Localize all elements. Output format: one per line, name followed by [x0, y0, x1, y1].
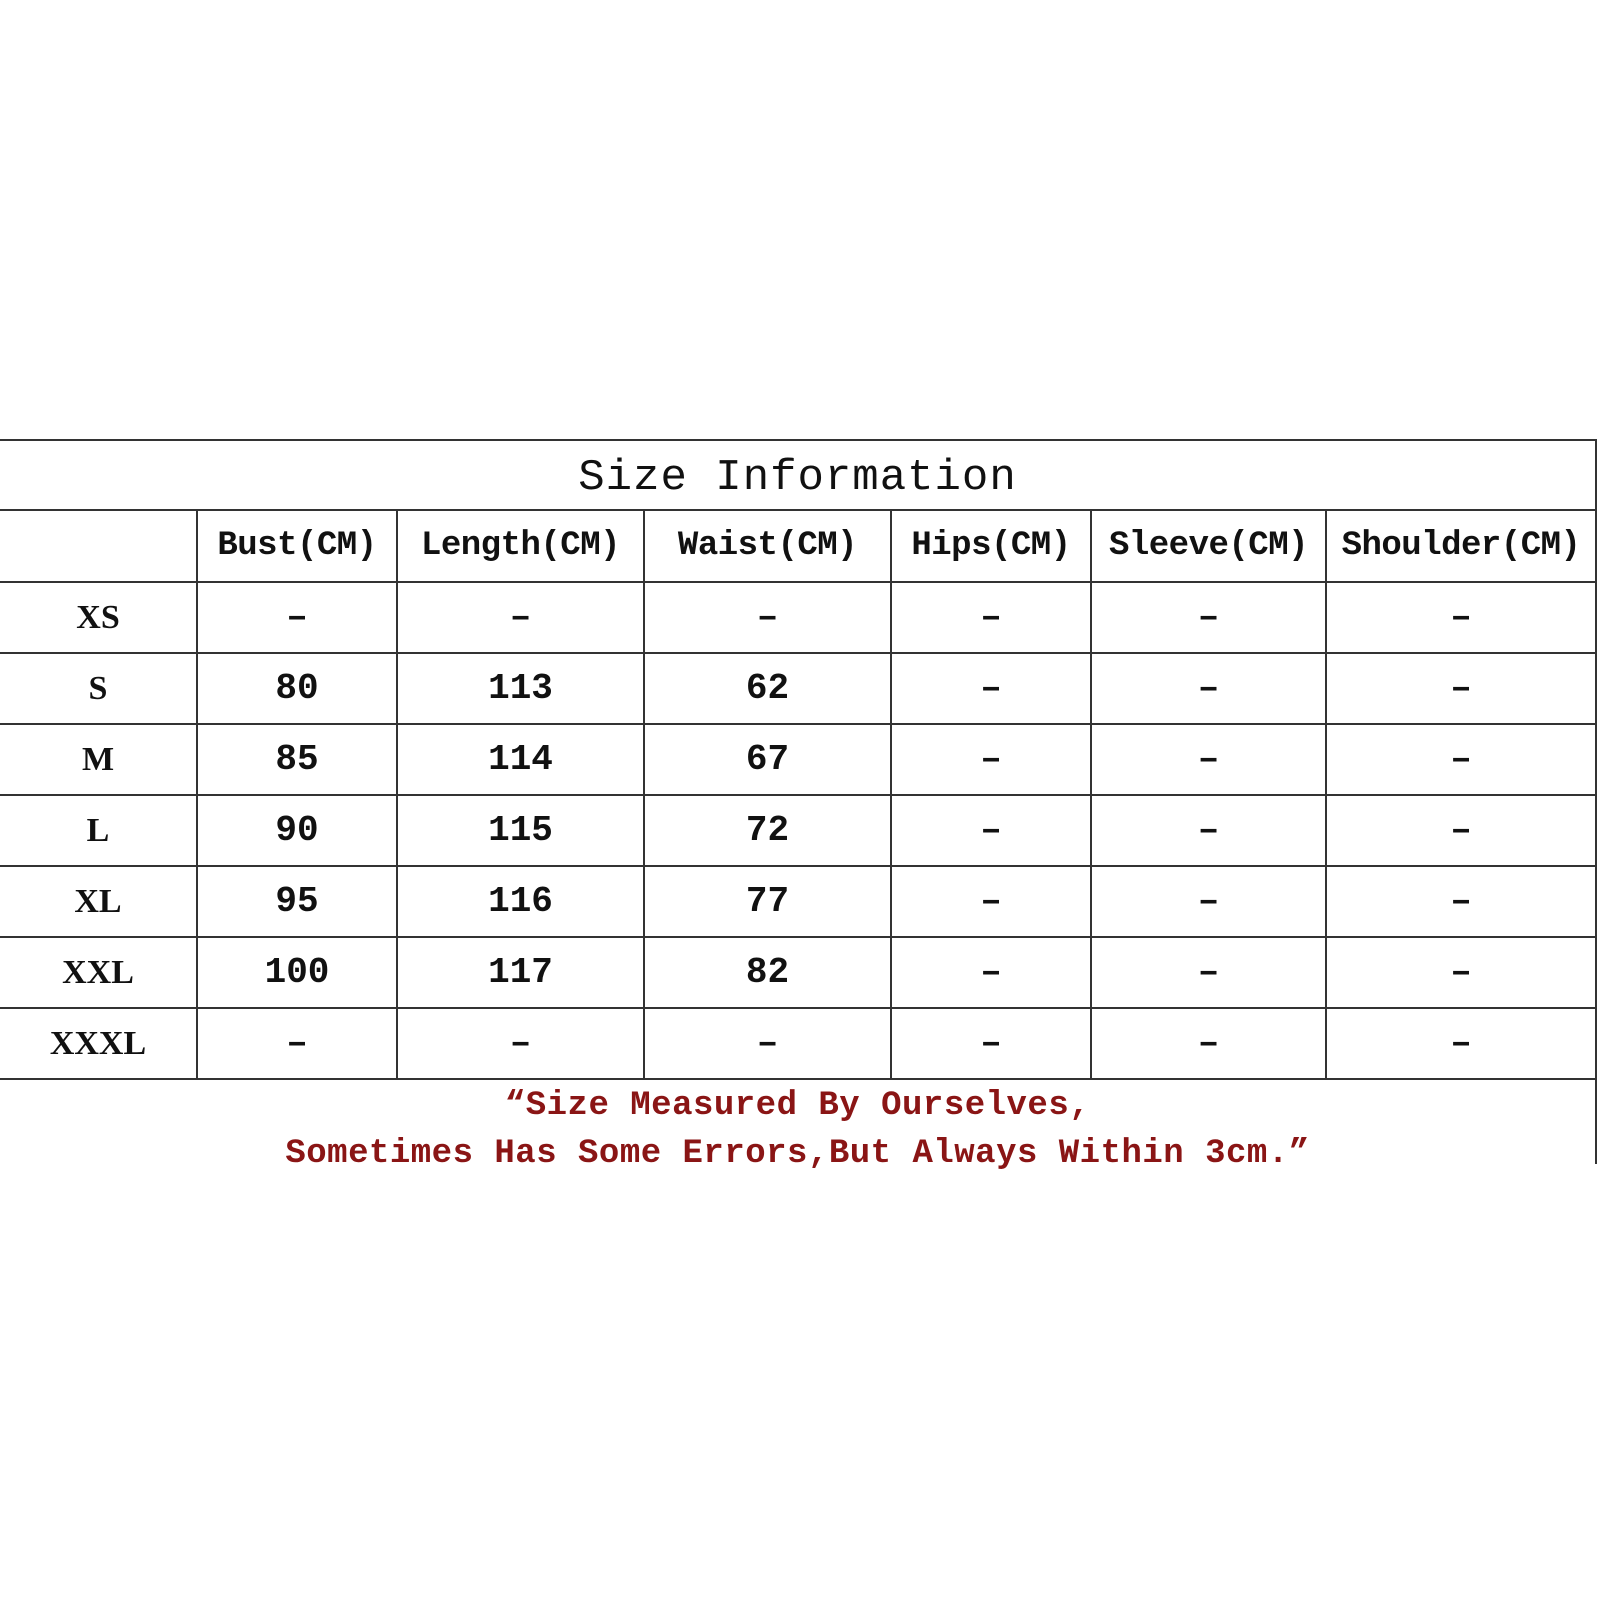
bust-cell: –	[197, 1008, 397, 1079]
size-label: L	[0, 795, 197, 866]
table-row	[0, 795, 1595, 866]
note-line-2: Sometimes Has Some Errors,But Always Within 3cm.”	[285, 1135, 1310, 1173]
table-row	[0, 724, 1595, 795]
hips-cell: –	[891, 582, 1091, 653]
sleeve-cell: –	[1091, 582, 1326, 653]
hips-cell: –	[891, 653, 1091, 724]
table-row	[0, 653, 1595, 724]
table-row	[0, 937, 1595, 1008]
size-label: XL	[0, 866, 197, 937]
column-header-waist: Waist(CM)	[644, 511, 891, 582]
length-cell: 113	[397, 653, 644, 724]
bust-cell: 85	[197, 724, 397, 795]
size-chart	[0, 439, 1597, 1173]
bust-cell: –	[197, 582, 397, 653]
shoulder-cell: –	[1326, 724, 1595, 795]
length-cell: 115	[397, 795, 644, 866]
size-label: XXXL	[0, 1008, 197, 1079]
length-cell: –	[397, 582, 644, 653]
note-line-1: “Size Measured By Ourselves,	[504, 1087, 1091, 1125]
length-cell: 117	[397, 937, 644, 1008]
column-header-shoulder: Shoulder(CM)	[1326, 511, 1595, 582]
waist-cell: 82	[644, 937, 891, 1008]
sleeve-cell: –	[1091, 795, 1326, 866]
shoulder-cell: –	[1326, 1008, 1595, 1079]
shoulder-cell: –	[1326, 795, 1595, 866]
size-label: XXL	[0, 937, 197, 1008]
table-row	[0, 1008, 1595, 1079]
chart-title: Size Information	[0, 441, 1595, 511]
column-header-length: Length(CM)	[397, 511, 644, 582]
header-row	[0, 511, 1595, 582]
column-header-sleeve: Sleeve(CM)	[1091, 511, 1326, 582]
shoulder-cell: –	[1326, 866, 1595, 937]
shoulder-cell: –	[1326, 937, 1595, 1008]
shoulder-cell: –	[1326, 653, 1595, 724]
sleeve-cell: –	[1091, 724, 1326, 795]
length-cell: 114	[397, 724, 644, 795]
bust-cell: 80	[197, 653, 397, 724]
size-label: XS	[0, 582, 197, 653]
size-label: S	[0, 653, 197, 724]
bust-cell: 100	[197, 937, 397, 1008]
bust-cell: 90	[197, 795, 397, 866]
hips-cell: –	[891, 937, 1091, 1008]
measurement-note	[0, 1080, 1595, 1178]
column-header-bust: Bust(CM)	[197, 511, 397, 582]
column-header-size	[0, 511, 197, 582]
length-cell: 116	[397, 866, 644, 937]
size-label: M	[0, 724, 197, 795]
length-cell: –	[397, 1008, 644, 1079]
shoulder-cell: –	[1326, 582, 1595, 653]
sleeve-cell: –	[1091, 866, 1326, 937]
waist-cell: 77	[644, 866, 891, 937]
waist-cell: 62	[644, 653, 891, 724]
table-row	[0, 866, 1595, 937]
waist-cell: 67	[644, 724, 891, 795]
table-row	[0, 582, 1595, 653]
waist-cell: 72	[644, 795, 891, 866]
hips-cell: –	[891, 866, 1091, 937]
sleeve-cell: –	[1091, 1008, 1326, 1079]
hips-cell: –	[891, 724, 1091, 795]
waist-cell: –	[644, 1008, 891, 1079]
bust-cell: 95	[197, 866, 397, 937]
column-header-hips: Hips(CM)	[891, 511, 1091, 582]
sleeve-cell: –	[1091, 937, 1326, 1008]
sleeve-cell: –	[1091, 653, 1326, 724]
hips-cell: –	[891, 1008, 1091, 1079]
size-table	[0, 511, 1595, 1080]
hips-cell: –	[891, 795, 1091, 866]
waist-cell: –	[644, 582, 891, 653]
